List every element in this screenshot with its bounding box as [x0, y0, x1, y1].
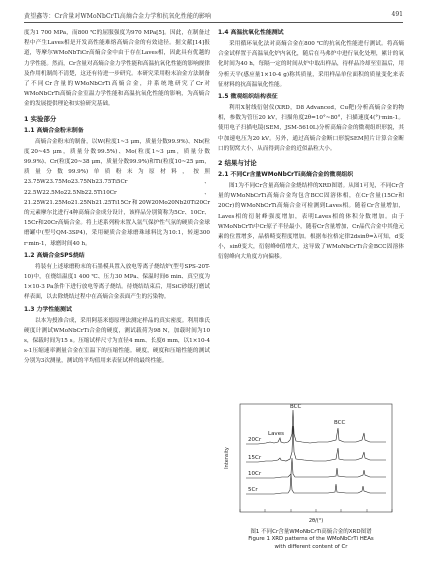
figure-caption-en-2: with different content of Cr: [274, 543, 348, 550]
subsection-heading-mechanical: 1.3 力学性能测试: [24, 306, 72, 313]
running-header: [24, 10, 403, 23]
subsection-heading-microstructure: 1.5 微观组织结构表征: [218, 94, 278, 101]
figure-caption-cn: 图1 不同Cr含量WMoNbCrTi高熵合金的XRD图谱: [250, 529, 372, 535]
section-heading-results: 2 结果与讨论: [218, 159, 257, 168]
results-paragraph: 图1为不同Cr含量高熵合金烧结样的XRD图谱。从图1可见，不同Cr含量的WMoNbCrTi高熵合金均包含BCC固溶体相，在Cr含量(15Cr和20Cr)的WMoNbCrTi高熵合金可检测到Laves相。随着Cr含量增加，Laves相的衍射峰强度增加，表明Laves相的体积分数增加。由于WMoNbCrTi中Cr原子半径最小，随着Cr含量增加，Cr晶代合金中其他元素的位置增多，晶格畸变程度增加。根据布拉格定律2dsinθ=λ可知，d变小，sinθ变大，衍射峰θ值增大，这导致了WMoNbCrTi合金BCC固溶体衍射峰向大角度方向偏移。: [218, 183, 404, 261]
figure-1: [218, 398, 404, 551]
label-5cr: 5Cr: [248, 487, 258, 493]
xrd-figure: [218, 398, 404, 526]
laves-label: Laves: [268, 431, 284, 437]
oxidation-paragraph: 采用循环氧化法对高熵合金在800 ℃的抗氧化性能进行测试。将高熵合金试样置于高温氧化炉内氧化，随后在马弗炉中进行氧化处理，累计的氧化时间为40 h，每隔一定的时间从炉中取出样品，待样品冷却至室温后，用分析天平(感应量1×10-4 g)称其质量，采用样品单位面积的质量变化来表征材料的抗高温氧化性能。: [218, 41, 404, 88]
x-axis-label: 2θ/(°): [308, 518, 324, 524]
trace-20cr: [246, 410, 386, 444]
running-title: 黄望鑫等：Cr含量对WMoNbCrTi高熵合金力学和抗氧化性能的影响: [24, 13, 212, 20]
bcc-label-top: BCC: [290, 404, 302, 410]
subsection-heading-oxidation: 1.4 高温抗氧化性能测试: [218, 30, 284, 36]
label-10cr: 10Cr: [248, 471, 262, 477]
label-20cr: 20Cr: [248, 437, 262, 443]
microstructure-paragraph: 利用X射线衍射仪(XRD，D8 Advanced，Cu靶)分析高熵合金的物相，参数为管压20 kV，扫描角度2θ=10°~80°，扫描速度4(°)·min-1。使用电子扫描电镜(SEM，JSM-5610L)分析高熵合金的微观组织形貌，其中加速电压为20 kV。另外，通过高熵合金断口形貌SEM照片计算合金断口的韧窝大小，从而得到合金的近似晶粒大小。: [218, 105, 404, 152]
subsection-heading-powder: 1.1 高熵合金粉末制备: [24, 127, 84, 134]
plot-frame: [240, 404, 392, 512]
bcc-label-right: BCC: [334, 420, 346, 426]
right-column: [218, 28, 404, 263]
figure-caption-en-1: Figure 1 XRD patterns of the WMoNbCrTi HEAs: [248, 536, 374, 542]
y-axis-label: Intensity: [224, 447, 230, 469]
sps-paragraph: 将装有上述球磨粉末的石墨模具置入放电等离子烧结炉(型号SPS-20T-10)中，在烧结温度1 400 ℃、压力30 MPa、保温时间6 min、真空度为1×10-3 Pa条件下进行放电等离子烧结。待烧结结束后，用SiC砂纸打磨试样表面，以去除烧结过程中在高熵合金表面产生的污染物。: [24, 263, 210, 301]
mechanical-paragraph: 以本为授准合成，采用阿基米德原理法测定样品的真实密度。利用维氏硬度计测试WMoNbCrTi合金的硬度，测试载荷为98 N，加载时间为10 s，保载时间为15 s。压缩试样尺寸为直径4 mm、长度6 mm，以1×10-4 s-1压缩速率测量合金在室温下的压缩性能。硬度，硬度和压缩性能的测试分别为3次测量，测试的平均值用来表征试样的最终性能。: [24, 317, 210, 365]
trace-15cr: [246, 426, 386, 462]
powder-paragraph: 高熵合金粉末的制备，以W(粒度1~3 μm，质量分数99.9%)、Nb(粒度20~45 μm，质量分数99.5%)、Mo(粒度1~3 μm，质量分数99.9%)、Cr(粒度20~38 μm，质量分数99.9%)和Ti(粒度10~25 μm，质量分数99.9%)单质粉末为原材料，按照23.75W23.75Mo23.75Nb23.75Ti5Cr、22.5W22.5Mo22.5Nb22.5Ti10Cr、21.25W21.25Mo21.25Nb21.25Ti15Cr和20W20Mo20Nb20Ti20Cr的元素摩尔比进行4种高熵合金成分设计，该样品分别简称为5Cr、10Cr、15Cr和20Cr高熵合金。将上述系列粉末置入氩气保护性气氛的硬质合金球磨罐中(型号QM-3SP4)，采用硬质合金球磨珠球料比为10:1，转速300 r·min-1，球磨时间40 h。: [24, 138, 210, 247]
section-heading-experiment: 1 实验部分: [24, 114, 57, 123]
intro-paragraph-end: 度为1 700 MPa，而800 ℃的屈服强度为970 MPa[5]。因此，在制备过程中产生Laves相是开发高性能难熔高熵合金的有效途径。据文献[14]报道，等摩尔WMoNbTiCr高熵合金中由于存在Laves相，因此具有优越的力学性能。然而，Cr含量对高熵合金力学性能和高温抗氧化性能的影响规律及作用机制尚不清楚，这还有待进一步研究。本研究采用粉末冶金方法制备了不同Cr含量的WMoNbCrTi高熵合金，并系统地研究了Cr对WMoNbCrTi高熵合金室温力学性能和高温抗氧化性能的影响，为高熵合金的发展提供理论和实验研究基础。: [24, 30, 210, 108]
page-number: 491: [391, 11, 403, 18]
subsection-heading-sps: 1.2 高熵合金SPS烧结: [24, 252, 85, 259]
left-column: [24, 28, 210, 367]
label-15cr: 15Cr: [248, 455, 262, 461]
subsection-heading-results-micro: 2.1 不同Cr含量WMoNbCrTi高熵合金的微观组织: [218, 172, 354, 179]
